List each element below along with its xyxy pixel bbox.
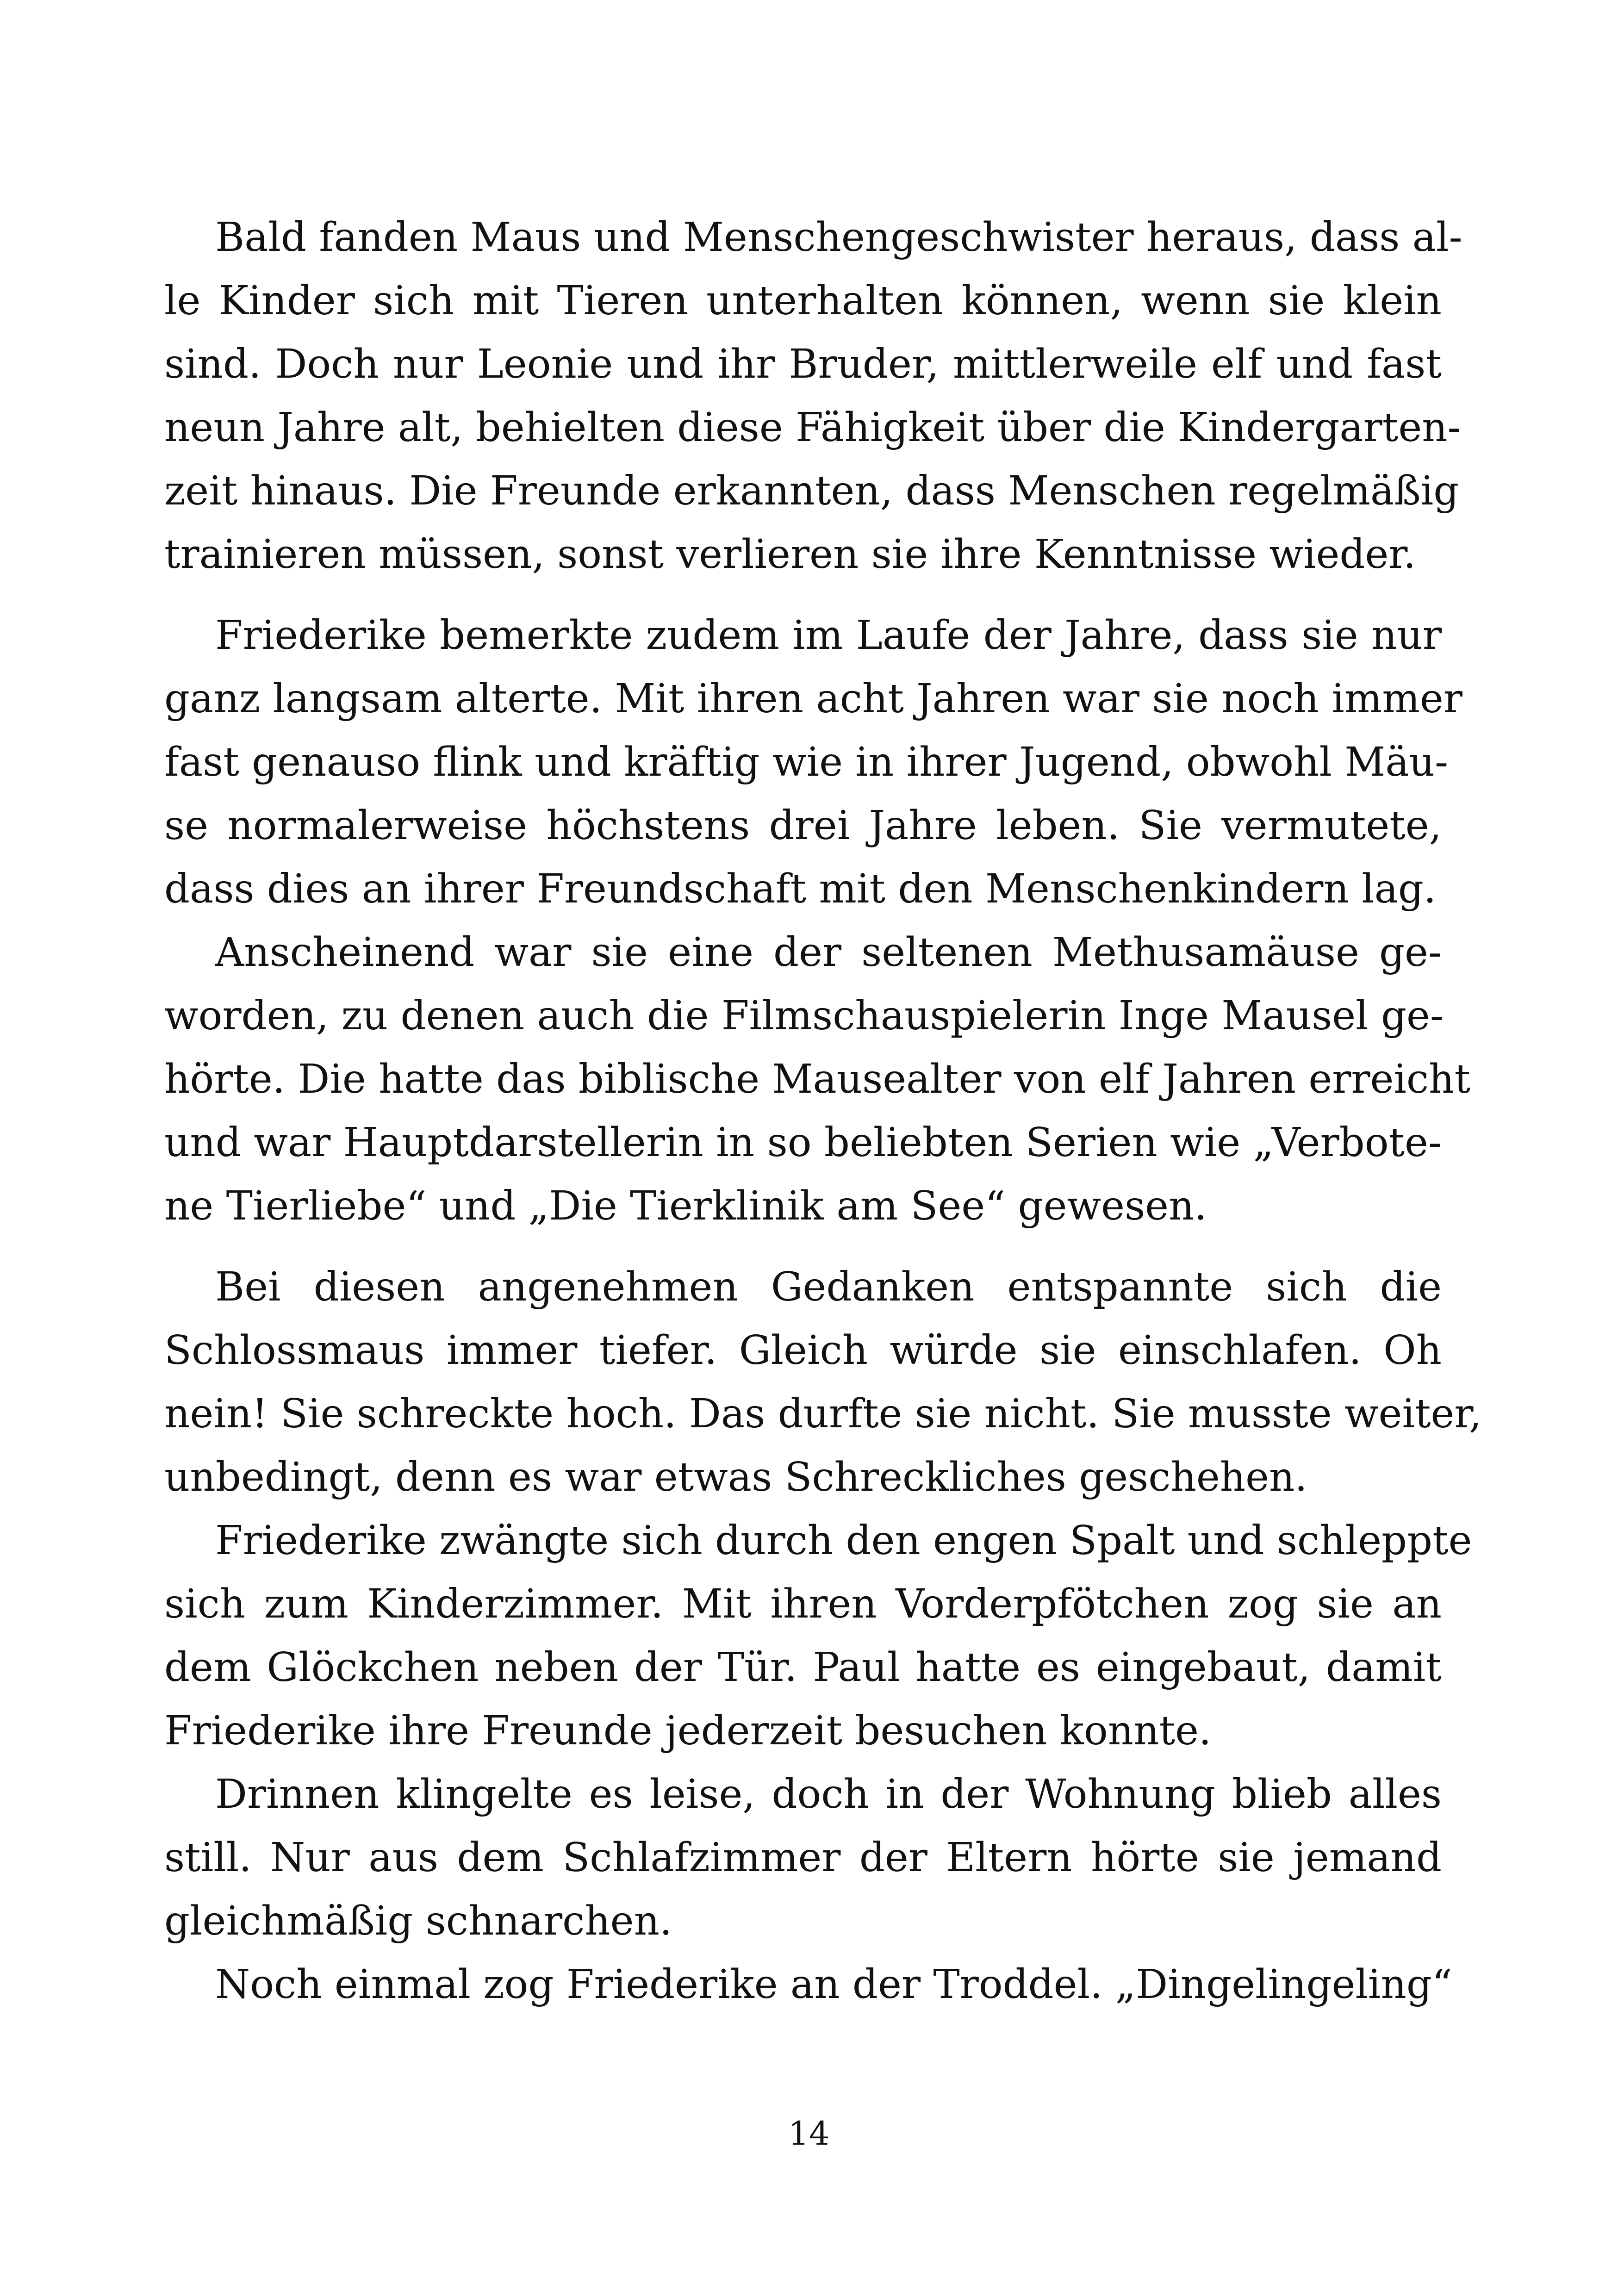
- text-line: ne Tierliebe“ und „Die Tierklinik am See“ gewesen.: [164, 1183, 1207, 1229]
- text-line: sich zum Kinderzimmer. Mit ihren Vorderpfötchen zog sie an: [164, 1581, 1442, 1627]
- paragraph-gap: [164, 586, 1442, 604]
- text-line: Friederike ihre Freunde jederzeit besuchen konnte.: [164, 1708, 1212, 1754]
- text-line: dem Glöckchen neben der Tür. Paul hatte es eingebaut, damit: [164, 1644, 1442, 1691]
- text-line: ganz langsam alterte. Mit ihren acht Jahren war sie noch immer: [164, 676, 1462, 722]
- text-line: trainieren müssen, sonst verlieren sie ihre Kenntnisse wieder.: [164, 531, 1416, 578]
- text-line: und war Hauptdarstellerin in so beliebten Serien wie „Verbote-: [164, 1120, 1442, 1166]
- text-line: se normalerweise höchstens drei Jahre leben. Sie vermutete,: [164, 803, 1442, 849]
- page-number: 14: [788, 2115, 830, 2153]
- text-line: Drinnen klingelte es leise, doch in der Wohnung blieb alles: [215, 1771, 1442, 1817]
- text-line: Schlossmaus immer tiefer. Gleich würde sie einschlafen. Oh: [164, 1327, 1442, 1374]
- text-line: neun Jahre alt, behielten diese Fähigkeit über die Kindergarten-: [164, 404, 1461, 451]
- text-line: still. Nur aus dem Schlafzimmer der Eltern hörte sie jemand: [164, 1835, 1442, 1881]
- text-line: Friederike bemerkte zudem im Laufe der Jahre, dass sie nur: [215, 612, 1442, 659]
- text-line: worden, zu denen auch die Filmschauspielerin Inge Mausel ge-: [164, 993, 1444, 1039]
- text-line: le Kinder sich mit Tieren unterhalten können, wenn sie klein: [164, 278, 1442, 324]
- text-line: nein! Sie schreckte hoch. Das durfte sie nicht. Sie musste weiter,: [164, 1391, 1482, 1437]
- text-line: sind. Doch nur Leonie und ihr Bruder, mittlerweile elf und fast: [164, 341, 1442, 387]
- text-line: unbedingt, denn es war etwas Schreckliches geschehen.: [164, 1454, 1307, 1500]
- text-line: hörte. Die hatte das biblische Mausealter von elf Jahren erreicht: [164, 1056, 1471, 1102]
- text-line: dass dies an ihrer Freundschaft mit den Menschenkindern lag.: [164, 866, 1437, 912]
- text-line: fast genauso flink und kräftig wie in ihrer Jugend, obwohl Mäu-: [164, 739, 1449, 785]
- paragraph-gap: [164, 1238, 1442, 1256]
- text-line: Friederike zwängte sich durch den engen Spalt und schleppte: [215, 1518, 1472, 1564]
- text-line: Anscheinend war sie eine der seltenen Methusamäuse ge-: [215, 929, 1442, 976]
- text-line: Bei diesen angenehmen Gedanken entspannte sich die: [215, 1264, 1442, 1310]
- text-line: gleichmäßig schnarchen.: [164, 1898, 672, 1944]
- body-text: [164, 206, 1482, 2016]
- text-line: Noch einmal zog Friederike an der Troddel. „Dingelingeling“: [215, 1961, 1452, 2008]
- text-line: Bald fanden Maus und Menschengeschwister heraus, dass al-: [215, 214, 1462, 261]
- text-line: zeit hinaus. Die Freunde erkannten, dass Menschen regelmäßig: [164, 468, 1459, 514]
